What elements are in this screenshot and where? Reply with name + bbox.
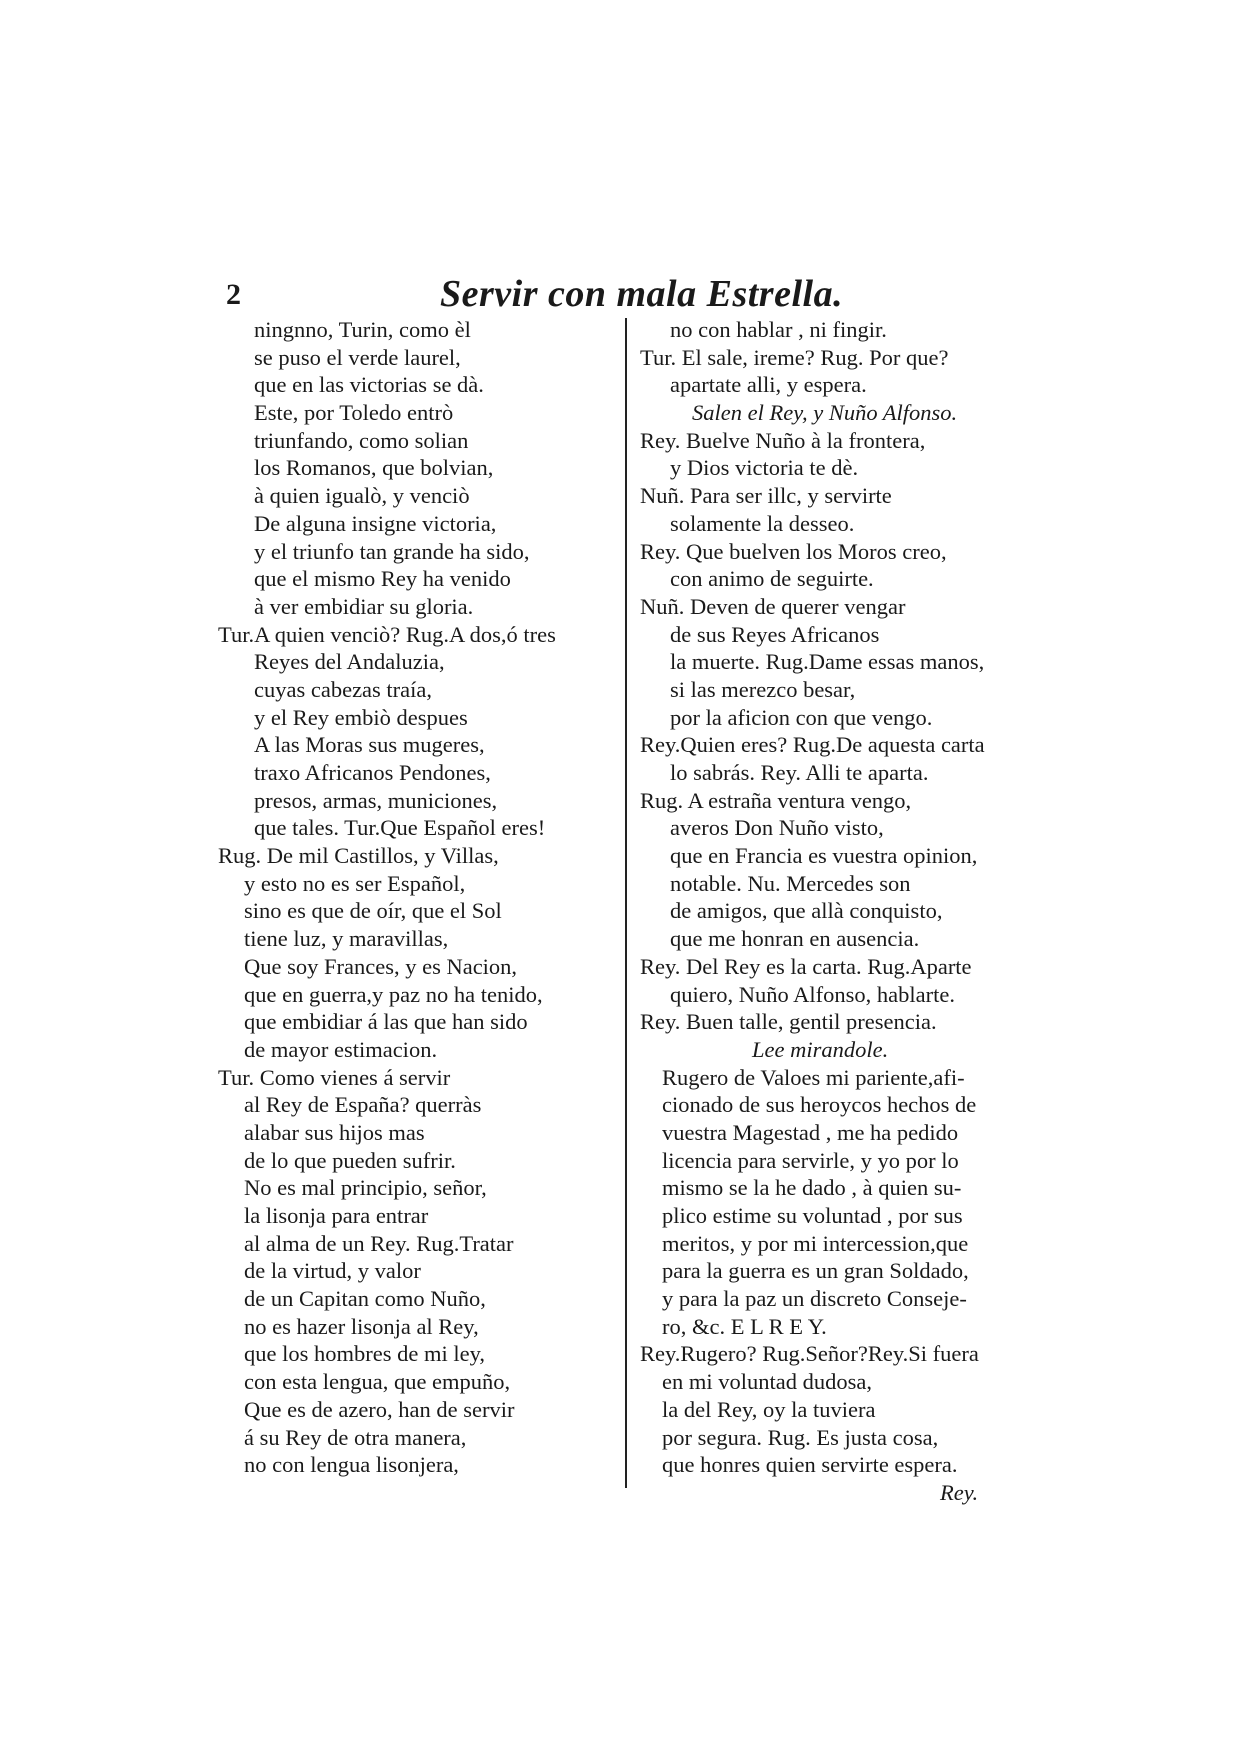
text-line: no es hazer lisonja al Rey, bbox=[244, 1313, 479, 1339]
text-line: por segura. Rug. Es justa cosa, bbox=[662, 1424, 939, 1450]
text-line: presos, armas, municiones, bbox=[254, 787, 498, 813]
text-line: á su Rey de otra manera, bbox=[244, 1424, 467, 1450]
text-line: con animo de seguirte. bbox=[670, 566, 874, 592]
text-line: que en Francia es vuestra opinion, bbox=[670, 843, 978, 869]
left-column bbox=[210, 316, 615, 1479]
text-line: ningnno, Turin, como èl bbox=[254, 317, 471, 342]
text-line: para la guerra es un gran Soldado, bbox=[662, 1258, 969, 1284]
text-line: averos Don Nuño visto, bbox=[670, 815, 884, 841]
text-line: licencia para servirle, y yo por lo bbox=[662, 1147, 959, 1173]
text-line: al Rey de España? querràs bbox=[244, 1092, 482, 1118]
text-line: triunfando, como solian bbox=[254, 427, 469, 453]
text-line: Rey. Buen talle, gentil presencia. bbox=[640, 1009, 937, 1035]
text-line: no con hablar , ni fingir. bbox=[670, 317, 887, 342]
text-line: Rey.Rugero? Rug.Señor?Rey.Si fuera bbox=[640, 1341, 979, 1367]
text-line: de la virtud, y valor bbox=[244, 1258, 421, 1284]
text-line: cionado de sus heroycos hechos de bbox=[662, 1092, 977, 1118]
text-line: lo sabrás. Rey. Alli te aparta. bbox=[670, 760, 929, 785]
page-number: 2 bbox=[226, 278, 241, 311]
column-rule bbox=[625, 318, 627, 1488]
text-line: Tur.A quien venciò? Rug.A dos,ó tres bbox=[218, 621, 556, 647]
text-line: sino es que de oír, que el Sol bbox=[244, 898, 502, 924]
text-line: por la aficion con que vengo. bbox=[670, 704, 933, 730]
text-line: quiero, Nuño Alfonso, hablarte. bbox=[670, 981, 955, 1007]
text-line: de un Capitan como Nuño, bbox=[244, 1286, 486, 1312]
text-line: A las Moras sus mugeres, bbox=[254, 732, 485, 758]
text-line: à quien igualò, y venciò bbox=[254, 483, 470, 509]
text-line: Rey.Quien eres? Rug.De aquesta carta bbox=[640, 732, 985, 758]
text-line: la del Rey, oy la tuviera bbox=[662, 1396, 876, 1422]
text-line: al alma de un Rey. Rug.Tratar bbox=[244, 1230, 514, 1256]
text-line: notable. Nu. Mercedes son bbox=[670, 870, 911, 896]
text-line: de sus Reyes Africanos bbox=[670, 621, 880, 647]
text-line: Rugero de Valoes mi pariente,afi- bbox=[662, 1064, 965, 1090]
text-line: de amigos, que allà conquisto, bbox=[670, 898, 943, 924]
text-line: Rey. Que buelven los Moros creo, bbox=[640, 538, 947, 564]
text-line: ro, &c. E L R E Y. bbox=[662, 1313, 827, 1339]
text-line: si las merezco besar, bbox=[670, 676, 856, 702]
text-line: Tur. Como vienes á servir bbox=[218, 1064, 451, 1090]
text-line: tiene luz, y maravillas, bbox=[244, 926, 449, 952]
text-line: con esta lengua, que empuño, bbox=[244, 1369, 511, 1395]
text-line: Reyes del Andaluzia, bbox=[254, 649, 445, 675]
text-line: à ver embidiar su gloria. bbox=[254, 593, 474, 619]
text-line: y Dios victoria te dè. bbox=[670, 455, 859, 481]
text-line: Lee mirandole. bbox=[752, 1036, 889, 1062]
text-line: de mayor estimacion. bbox=[244, 1036, 438, 1062]
text-line: De alguna insigne victoria, bbox=[254, 510, 497, 536]
right-column bbox=[640, 316, 1010, 1507]
text-line: los Romanos, que bolvian, bbox=[254, 455, 494, 481]
running-title: Servir con mala Estrella. bbox=[440, 273, 844, 315]
text-line: Este, por Toledo entrò bbox=[254, 400, 454, 426]
text-line: vuestra Magestad , me ha pedido bbox=[662, 1119, 959, 1145]
text-line: y el Rey embiò despues bbox=[254, 704, 468, 730]
text-line: la muerte. Rug.Dame essas manos, bbox=[670, 649, 985, 675]
text-line: que en las victorias se dà. bbox=[254, 372, 484, 398]
text-line: Nuñ. Para ser illc, y servirte bbox=[640, 483, 892, 509]
text-line: apartate alli, y espera. bbox=[670, 372, 867, 398]
text-line: que tales. Tur.Que Español eres! bbox=[254, 815, 546, 841]
text-line: Salen el Rey, y Nuño Alfonso. bbox=[692, 400, 958, 426]
text-line: se puso el verde laurel, bbox=[254, 344, 461, 370]
text-line: de lo que pueden sufrir. bbox=[244, 1147, 456, 1173]
text-line: que me honran en ausencia. bbox=[670, 926, 920, 952]
text-line: Rug. De mil Castillos, y Villas, bbox=[218, 843, 499, 869]
text-line: Nuñ. Deven de querer vengar bbox=[640, 593, 906, 619]
text-line: que embidiar á las que han sido bbox=[244, 1009, 528, 1035]
text-line: No es mal principio, señor, bbox=[244, 1175, 487, 1201]
text-line: solamente la desseo. bbox=[670, 510, 855, 536]
text-line: Tur. El sale, ireme? Rug. Por que? bbox=[640, 344, 949, 370]
text-line: en mi voluntad dudosa, bbox=[662, 1369, 872, 1395]
text-line: plico estime su voluntad , por sus bbox=[662, 1203, 963, 1228]
text-line: Rey. bbox=[940, 1479, 979, 1505]
text-line: Que soy Frances, y es Nacion, bbox=[244, 953, 518, 979]
text-line: y el triunfo tan grande ha sido, bbox=[254, 538, 530, 564]
text-line: Que es de azero, han de servir bbox=[244, 1396, 515, 1422]
text-line: que en guerra,y paz no ha tenido, bbox=[244, 981, 543, 1007]
text-line: la lisonja para entrar bbox=[244, 1203, 429, 1228]
text-line: que honres quien servirte espera. bbox=[662, 1452, 958, 1478]
text-line: mismo se la he dado , à quien su- bbox=[662, 1175, 962, 1201]
text-line: que el mismo Rey ha venido bbox=[254, 566, 511, 592]
text-line: meritos, y por mi intercession,que bbox=[662, 1230, 969, 1256]
text-line: cuyas cabezas traía, bbox=[254, 676, 433, 702]
text-line: y esto no es ser Español, bbox=[244, 870, 466, 896]
text-line: Rug. A estraña ventura vengo, bbox=[640, 787, 912, 813]
text-line: que los hombres de mi ley, bbox=[244, 1341, 485, 1367]
text-line: Rey. Del Rey es la carta. Rug.Aparte bbox=[640, 953, 972, 979]
text-line: Rey. Buelve Nuño à la frontera, bbox=[640, 427, 926, 453]
text-line: y para la paz un discreto Consejе- bbox=[662, 1286, 967, 1312]
text-line: traxo Africanos Pendones, bbox=[254, 760, 491, 785]
text-line: no con lengua lisonjera, bbox=[244, 1452, 459, 1478]
text-line: alabar sus hijos mas bbox=[244, 1119, 425, 1145]
